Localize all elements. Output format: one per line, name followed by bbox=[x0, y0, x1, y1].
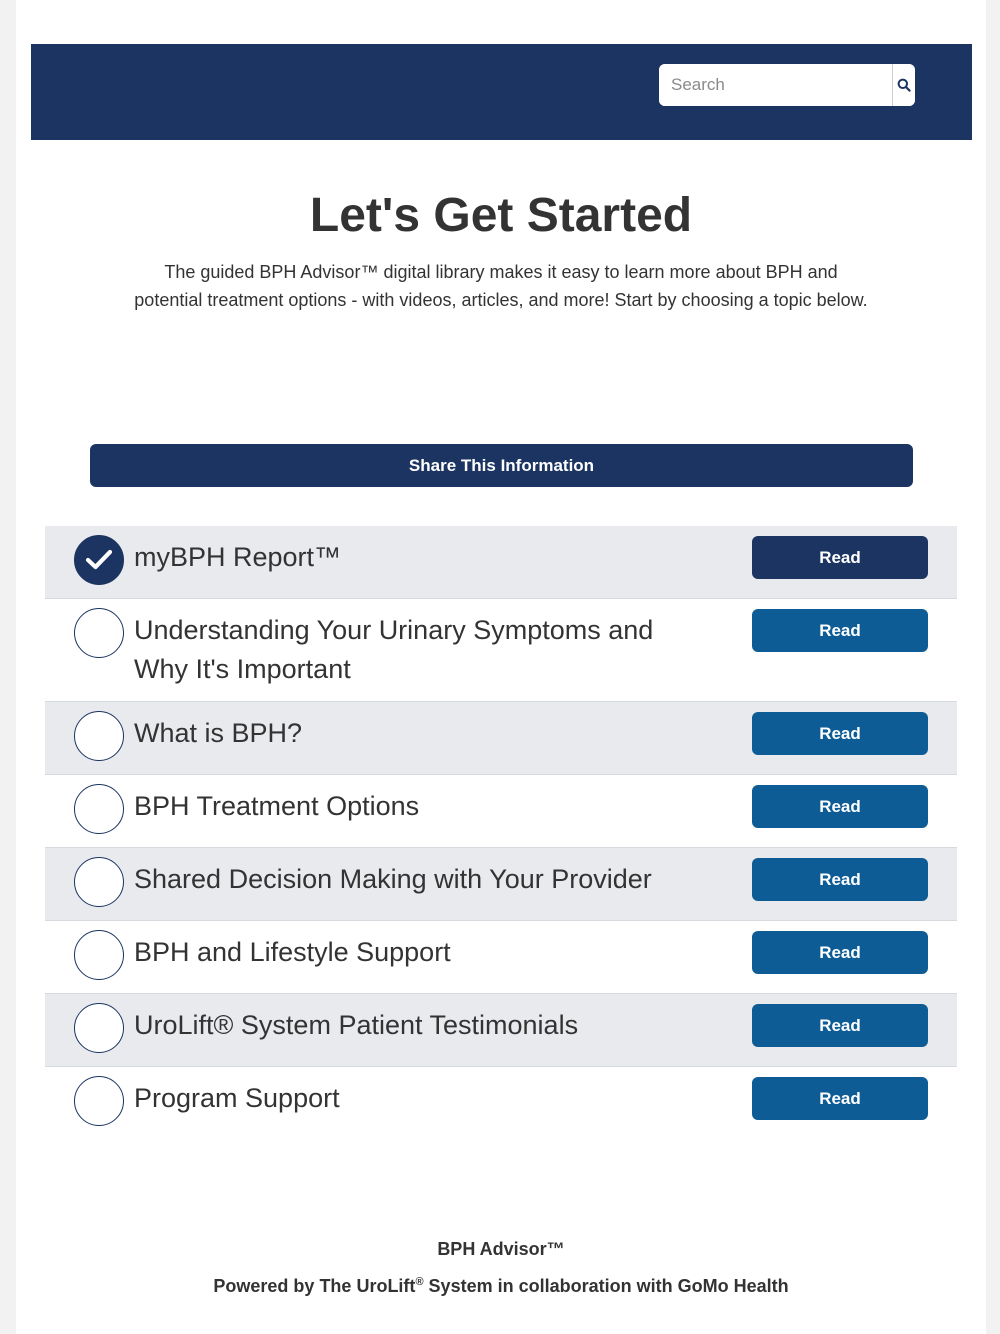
topic-label: Program Support bbox=[134, 1083, 340, 1113]
search-input[interactable] bbox=[659, 64, 892, 106]
intro-text: The guided BPH Advisor™ digital library makes it easy to learn more about BPH and potential treatment options - with videos, articles, and more! Start by choosing a topic below. bbox=[134, 262, 868, 310]
topic-label: BPH Treatment Options bbox=[134, 791, 420, 821]
search-box bbox=[659, 64, 915, 106]
topic-list bbox=[45, 526, 957, 1140]
topic-row-urinary-symptoms bbox=[45, 599, 957, 702]
topic-row-mybph-report bbox=[45, 526, 957, 599]
header-bar bbox=[31, 44, 972, 140]
topic-row-treatment-options bbox=[45, 775, 957, 848]
topic-label: BPH and Lifestyle Support bbox=[134, 937, 451, 967]
search-button[interactable] bbox=[892, 64, 915, 106]
search-icon bbox=[897, 78, 911, 92]
page-title: Let's Get Started bbox=[309, 189, 693, 242]
read-button[interactable]: Read bbox=[752, 931, 928, 974]
check-icon bbox=[85, 549, 113, 571]
read-button[interactable]: Read bbox=[752, 785, 928, 828]
topic-label: myBPH Report™ bbox=[134, 542, 342, 572]
footer-brand: BPH Advisor™ bbox=[437, 1239, 565, 1259]
topic-row-testimonials bbox=[45, 994, 957, 1067]
progress-circle[interactable] bbox=[74, 1076, 124, 1126]
read-button[interactable]: Read bbox=[752, 858, 928, 901]
topic-row-lifestyle-support bbox=[45, 921, 957, 994]
completed-checkmark[interactable] bbox=[74, 535, 124, 585]
registered-mark: ® bbox=[415, 1276, 424, 1288]
topic-label: What is BPH? bbox=[134, 718, 303, 748]
progress-circle[interactable] bbox=[74, 857, 124, 907]
progress-circle[interactable] bbox=[74, 1003, 124, 1053]
powered-suffix: System in collaboration with GoMo Health bbox=[423, 1276, 789, 1296]
progress-circle[interactable] bbox=[74, 608, 124, 658]
progress-circle[interactable] bbox=[74, 784, 124, 834]
progress-circle[interactable] bbox=[74, 711, 124, 761]
read-button[interactable]: Read bbox=[752, 1077, 928, 1120]
footer-powered-by bbox=[16, 1276, 986, 1297]
read-button[interactable]: Read bbox=[752, 536, 928, 579]
read-button[interactable]: Read bbox=[752, 609, 928, 652]
page bbox=[16, 0, 986, 1334]
topic-row-shared-decision bbox=[45, 848, 957, 921]
topic-label: Shared Decision Making with Your Provider bbox=[134, 864, 652, 894]
topic-row-program-support bbox=[45, 1067, 957, 1140]
topic-row-what-is-bph bbox=[45, 702, 957, 775]
share-information-button[interactable]: Share This Information bbox=[90, 444, 913, 487]
topic-label: UroLift® System Patient Testimonials bbox=[134, 1010, 579, 1040]
powered-prefix: Powered by The UroLift bbox=[213, 1276, 416, 1296]
progress-circle[interactable] bbox=[74, 930, 124, 980]
read-button[interactable]: Read bbox=[752, 712, 928, 755]
topic-label: Understanding Your Urinary Symptoms and Why It's Important bbox=[134, 615, 654, 684]
read-button[interactable]: Read bbox=[752, 1004, 928, 1047]
